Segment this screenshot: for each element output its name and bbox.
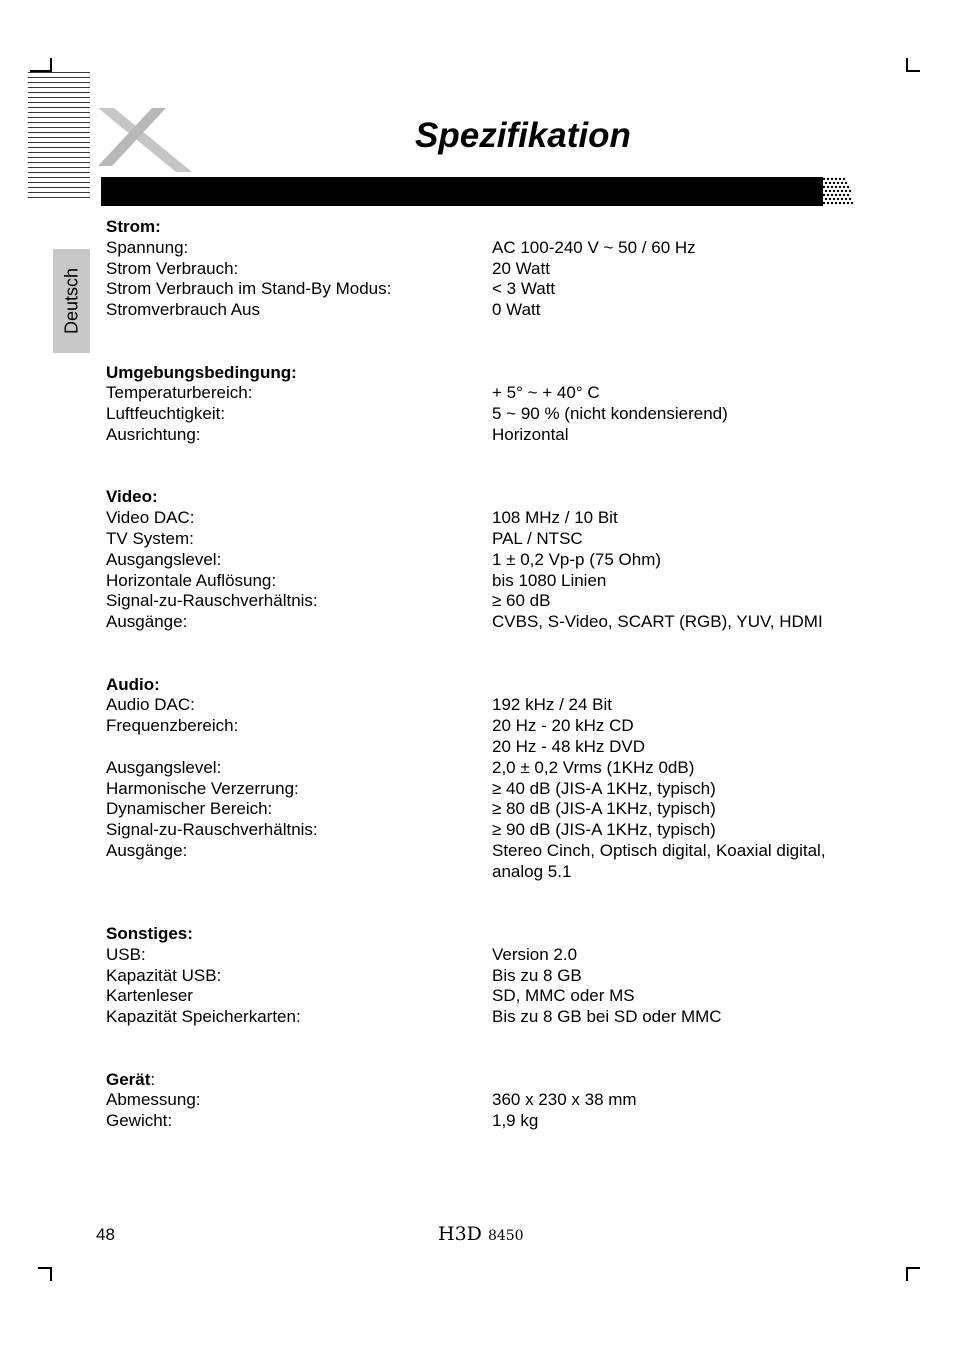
spec-label: Temperaturbereich: (106, 383, 253, 403)
stripe-line (28, 137, 90, 138)
stripe-line (28, 187, 90, 188)
header-stripes-decoration (28, 72, 90, 200)
spec-row (106, 1090, 866, 1111)
spec-value: PAL / NTSC (492, 528, 583, 548)
spec-label: Spannung: (106, 237, 189, 257)
model-logo (438, 1223, 524, 1245)
spec-label: Signal-zu-Rauschverhältnis: (106, 591, 318, 611)
spec-row (106, 945, 866, 966)
spec-value: 360 x 230 x 38 mm (492, 1090, 637, 1110)
stripe-line (28, 192, 90, 193)
spec-row (106, 758, 866, 779)
stripe-line (28, 102, 90, 103)
spec-value: Bis zu 8 GB bei SD oder MMC (492, 1007, 722, 1027)
spec-value: Version 2.0 (492, 944, 578, 964)
x-logo-icon (96, 106, 196, 176)
spec-label: Strom Verbrauch: (106, 258, 239, 278)
spec-label: Strom Verbrauch im Stand-By Modus: (106, 279, 392, 299)
spec-value: 20 Watt (492, 258, 550, 278)
spec-row (106, 966, 866, 987)
section-audio (106, 675, 866, 883)
spec-row (106, 425, 866, 446)
stripe-line (28, 197, 90, 198)
stripe-line (28, 152, 90, 153)
spec-label: USB: (106, 944, 146, 964)
stripe-line (28, 157, 90, 158)
spec-row (106, 612, 866, 633)
spec-value: Stereo Cinch, Optisch digital, Koaxial digital, (492, 840, 826, 860)
stripe-line (28, 177, 90, 178)
spec-label (106, 737, 492, 758)
spec-row (106, 716, 866, 737)
stripe-line (28, 117, 90, 118)
spec-label: Stromverbrauch Aus (106, 300, 261, 320)
stripe-line (28, 127, 90, 128)
spec-value: 0 Watt (492, 300, 541, 320)
dot-fade-decoration (818, 177, 858, 207)
spec-label: Ausrichtung: (106, 424, 201, 444)
stripe-line (28, 107, 90, 108)
spec-label: Gewicht: (106, 1111, 173, 1131)
spec-value: + 5° ~ + 40° C (492, 383, 600, 403)
spec-value: AC 100-240 V ~ 50 / 60 Hz (492, 237, 696, 257)
stripe-line (28, 72, 90, 73)
spec-row (106, 862, 866, 883)
section-title (106, 1070, 866, 1091)
spec-content (106, 217, 866, 1174)
spec-value: 2,0 ± 0,2 Vrms (1KHz 0dB) (492, 757, 695, 777)
spec-value: analog 5.1 (492, 861, 572, 881)
spec-row (106, 695, 866, 716)
spec-label: Ausgangslevel: (106, 549, 222, 569)
spec-value: SD, MMC oder MS (492, 986, 635, 1006)
section-title: Video: (106, 487, 158, 507)
section-title: Sonstiges: (106, 924, 193, 944)
stripe-line (28, 112, 90, 113)
spec-value: 192 kHz / 24 Bit (492, 695, 613, 715)
spec-row (106, 820, 866, 841)
spec-label: Kapazität Speicherkarten: (106, 1007, 301, 1027)
spec-row (106, 986, 866, 1007)
spec-value: ≥ 90 dB (JIS-A 1KHz, typisch) (492, 820, 716, 840)
section-sonstiges (106, 924, 866, 1028)
spec-label: Harmonische Verzerrung: (106, 778, 299, 798)
spec-label: Video DAC: (106, 508, 195, 528)
section-title: Audio: (106, 674, 160, 694)
spec-label (106, 862, 492, 883)
spec-label: Ausgänge: (106, 840, 188, 860)
stripe-line (28, 97, 90, 98)
spec-value: < 3 Watt (492, 279, 556, 299)
spec-row (106, 799, 866, 820)
spec-label: Audio DAC: (106, 695, 195, 715)
spec-label: Luftfeuchtigkeit: (106, 404, 226, 424)
spec-row (106, 259, 866, 280)
title-bar (101, 177, 823, 206)
stripe-line (28, 162, 90, 163)
spec-value: 1,9 kg (492, 1111, 539, 1131)
spec-value: 5 ~ 90 % (nicht kondensierend) (492, 404, 728, 424)
spec-row (106, 779, 866, 800)
spec-row (106, 279, 866, 300)
spec-label: Frequenzbereich: (106, 716, 239, 736)
stripe-line (28, 77, 90, 78)
stripe-line (28, 182, 90, 183)
spec-row (106, 1111, 866, 1132)
spec-value: ≥ 40 dB (JIS-A 1KHz, typisch) (492, 778, 716, 798)
spec-value: 20 Hz - 20 kHz CD (492, 716, 634, 736)
stripe-line (28, 87, 90, 88)
spec-row (106, 550, 866, 571)
stripe-line (28, 92, 90, 93)
model-number: 8450 (487, 1228, 524, 1244)
page-number: 48 (96, 1225, 115, 1244)
spec-label: Dynamischer Bereich: (106, 799, 273, 819)
spec-label: TV System: (106, 528, 194, 548)
section-video (106, 487, 866, 633)
spec-value: 1 ± 0,2 Vp-p (75 Ohm) (492, 549, 662, 569)
spec-label: Ausgänge: (106, 612, 188, 632)
section-title: Strom: (106, 217, 161, 236)
spec-row (106, 508, 866, 529)
spec-row (106, 529, 866, 550)
model-name: H3D (438, 1223, 482, 1245)
section-strom (106, 217, 866, 321)
spec-value: CVBS, S-Video, SCART (RGB), YUV, HDMI (492, 612, 823, 632)
spec-row (106, 591, 866, 612)
spec-value: ≥ 80 dB (JIS-A 1KHz, typisch) (492, 799, 716, 819)
spec-value: 20 Hz - 48 kHz DVD (492, 736, 646, 756)
page-title: Spezifikation (415, 116, 631, 155)
stripe-line (28, 122, 90, 123)
spec-label: Horizontale Auflösung: (106, 570, 277, 590)
spec-row (106, 383, 866, 404)
spec-value: Bis zu 8 GB (492, 965, 582, 985)
section-geraet (106, 1070, 866, 1132)
section-title: Umgebungsbedingung: (106, 362, 297, 382)
spec-row (106, 300, 866, 321)
spec-value: Horizontal (492, 424, 569, 444)
spec-value: 108 MHz / 10 Bit (492, 508, 618, 528)
stripe-line (28, 142, 90, 143)
section-title-suffix: : (150, 1069, 156, 1089)
stripe-line (28, 132, 90, 133)
spec-row (106, 404, 866, 425)
section-umgebungsbedingung (106, 363, 866, 446)
spec-label: Kapazität USB: (106, 965, 222, 985)
spec-label: Ausgangslevel: (106, 757, 222, 777)
stripe-line (28, 172, 90, 173)
spec-row (106, 737, 866, 758)
stripe-line (28, 167, 90, 168)
spec-value: ≥ 60 dB (492, 591, 551, 611)
spec-row (106, 238, 866, 259)
spec-row (106, 841, 866, 862)
stripe-line (28, 82, 90, 83)
language-tab (53, 249, 90, 353)
spec-label: Kartenleser (106, 986, 193, 1006)
spec-row (106, 1007, 866, 1028)
spec-row (106, 571, 866, 592)
spec-value: bis 1080 Linien (492, 570, 607, 590)
stripe-line (28, 147, 90, 148)
spec-label: Abmessung: (106, 1090, 201, 1110)
section-title-text: Gerät (106, 1069, 151, 1089)
spec-label: Signal-zu-Rauschverhältnis: (106, 820, 318, 840)
language-tab-label: Deutsch (61, 267, 81, 335)
